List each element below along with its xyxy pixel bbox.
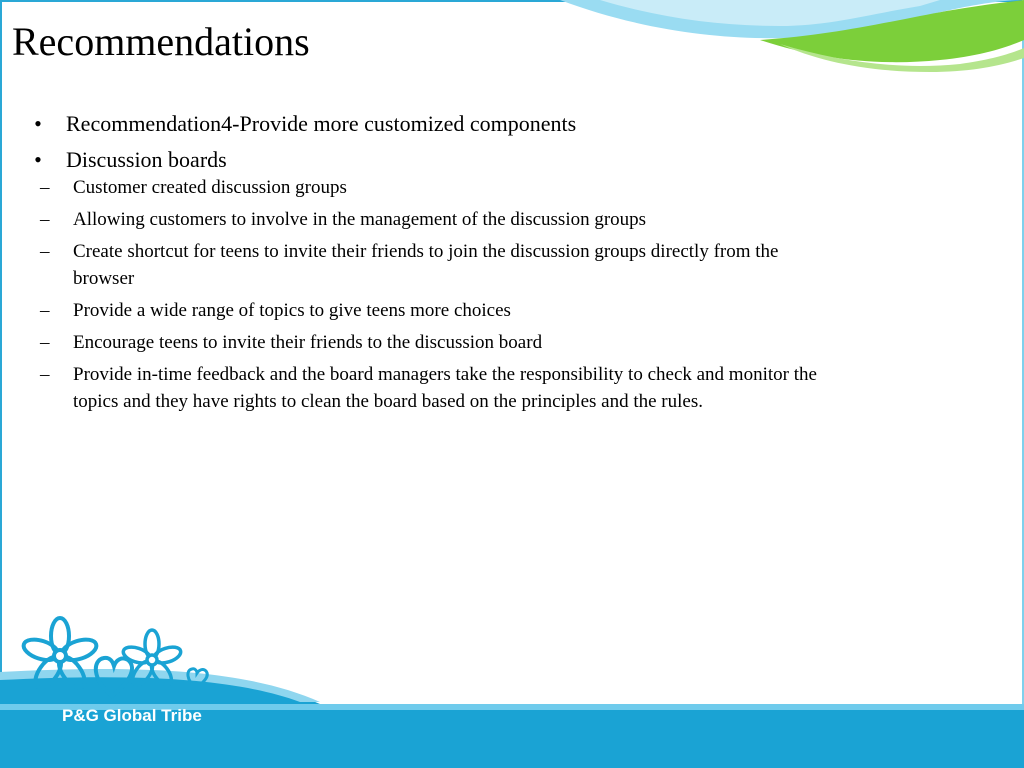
bullet-text: Discussion boards [66, 147, 227, 172]
bullet-text: Recommendation4-Provide more customized components [66, 111, 577, 136]
sub-bullet-item [28, 206, 828, 233]
slide-content [28, 110, 828, 423]
bullet-list [28, 110, 828, 415]
sub-bullet-item [28, 329, 828, 356]
dash-marker: – [40, 300, 50, 321]
sub-bullet-item [28, 297, 828, 324]
sub-bullet-text: Customer created discussion groups [73, 177, 347, 198]
sub-bullet-item [28, 238, 828, 292]
bullet-marker: • [34, 147, 42, 172]
sub-bullet-item [28, 361, 828, 415]
sub-bullet-item [28, 174, 828, 201]
sub-bullet-text: Create shortcut for teens to invite their friends to join the discussion groups directly from the browser [73, 241, 779, 289]
footer-brand: P&G Global Tribe [62, 706, 202, 725]
bottom-wave-decoration [0, 600, 1024, 768]
dash-marker: – [40, 332, 50, 353]
dash-marker: – [40, 364, 50, 385]
dash-marker: – [40, 209, 50, 230]
bullet-item [28, 110, 828, 138]
sub-bullet-text: Allowing customers to involve in the management of the discussion groups [73, 209, 647, 230]
dash-marker: – [40, 241, 50, 262]
bullet-marker: • [34, 111, 42, 136]
dash-marker: – [40, 177, 50, 198]
slide-title: Recommendations [12, 19, 310, 64]
sub-bullet-text: Encourage teens to invite their friends to the discussion board [73, 332, 543, 353]
sub-bullet-text: Provide in-time feedback and the board managers take the responsibility to check and monitor the topics and they have rights to clean the board based on the principles and the rules. [73, 364, 817, 412]
bullet-item [28, 146, 828, 415]
sub-bullet-list [28, 174, 828, 415]
sub-bullet-text: Provide a wide range of topics to give teens more choices [73, 300, 511, 321]
